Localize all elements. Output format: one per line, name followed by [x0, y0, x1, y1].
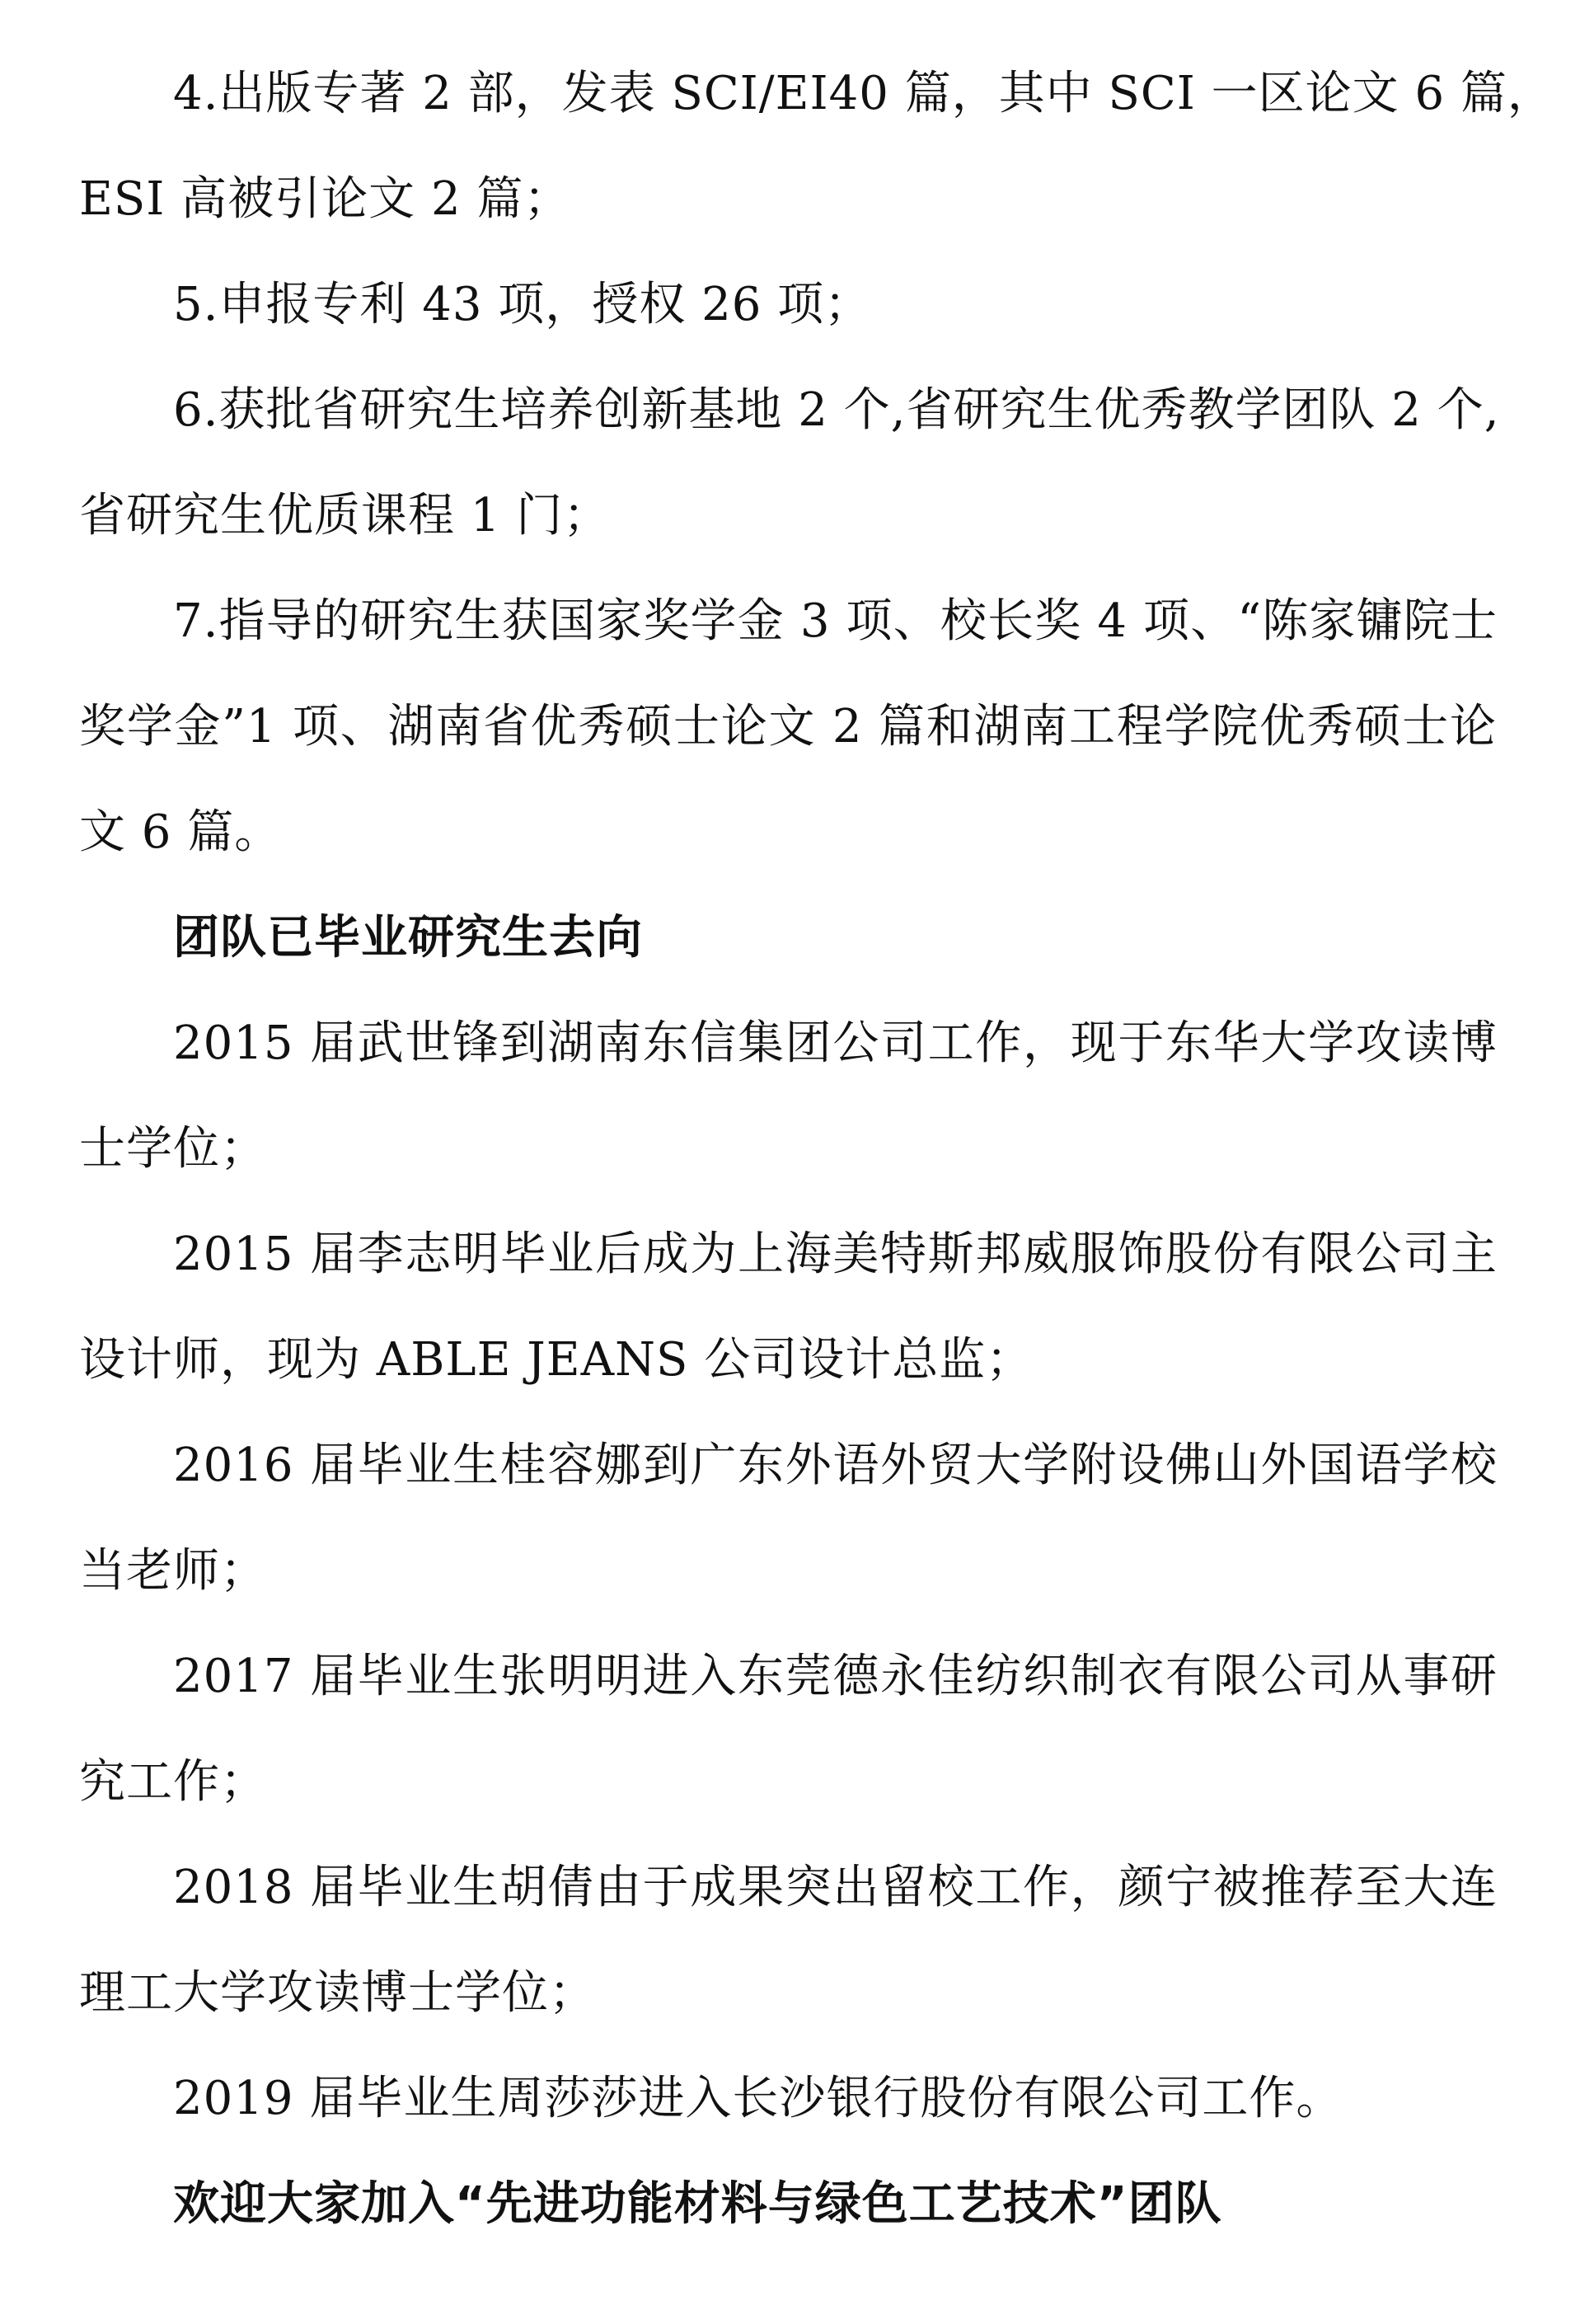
achievement-7-line-3: 文 6 篇。: [79, 805, 282, 859]
graduate-2017-line-2: 究工作；: [79, 1755, 267, 1809]
graduate-2015a-line-2: 士学位；: [79, 1122, 267, 1176]
achievement-7-line-1: 7.指导的研究生获国家奖学金 3 项、校长奖 4 项、“陈家镛院士: [173, 594, 1498, 648]
graduate-2016-line-1: 2016 届毕业生桂容娜到广东外语外贸大学附设佛山外国语学校: [173, 1439, 1498, 1492]
graduate-2017-line-1: 2017 届毕业生张明明进入东莞德永佳纺织制衣有限公司从事研: [173, 1650, 1498, 1703]
graduate-2015b-line-1: 2015 届李志明毕业后成为上海美特斯邦威服饰股份有限公司主: [173, 1228, 1498, 1281]
graduate-2015b-line-2: 设计师，现为 ABLE JEANS 公司设计总监；: [79, 1333, 1034, 1387]
achievement-4-line-2: ESI 高被引论文 2 篇；: [79, 172, 571, 226]
graduate-2019-line-1: 2019 届毕业生周莎莎进入长沙银行股份有限公司工作。: [173, 2072, 1343, 2125]
achievement-6-line-1: 6.获批省研究生培养创新基地 2 个,省研究生优秀教学团队 2 个,: [173, 383, 1500, 437]
graduate-2018-line-2: 理工大学攻读博士学位；: [79, 1966, 596, 2020]
achievement-4-line-1: 4.出版专著 2 部，发表 SCI/EI40 篇，其中 SCI 一区论文 6 篇，: [173, 67, 1554, 120]
achievement-7-line-2: 奖学金”1 项、湖南省优秀硕士论文 2 篇和湖南工程学院优秀硕士论: [79, 700, 1497, 754]
graduate-2018-line-1: 2018 届毕业生胡倩由于成果突出留校工作，颜宁被推荐至大连: [173, 1861, 1498, 1914]
graduates-heading: 团队已毕业研究生去向: [173, 911, 643, 965]
closing-invitation: 欢迎大家加入“先进功能材料与绿色工艺技术”团队: [173, 2177, 1222, 2231]
achievement-5-line-1: 5.申报专利 43 项，授权 26 项；: [173, 278, 872, 331]
achievement-6-line-2: 省研究生优质课程 1 门；: [79, 489, 611, 542]
graduate-2015a-line-1: 2015 届武世锋到湖南东信集团公司工作，现于东华大学攻读博: [173, 1016, 1498, 1070]
graduate-2016-line-2: 当老师；: [79, 1544, 267, 1598]
